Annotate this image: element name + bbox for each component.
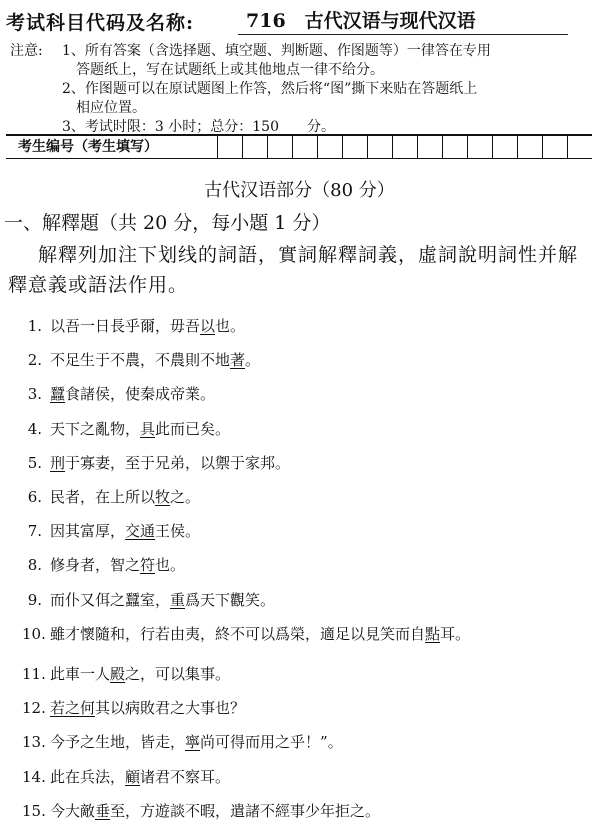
- underlined-term: 重: [170, 590, 186, 609]
- subject-label-text: 考试科目代码及名称:: [6, 12, 195, 34]
- question-text: 因其富厚，: [50, 522, 126, 541]
- question-number: 15.: [22, 801, 46, 820]
- question-item: [22, 315, 245, 336]
- question-text: 而仆又佴之蠶室，: [50, 590, 171, 609]
- id-cell: [493, 136, 518, 158]
- question-number: 4.: [27, 419, 42, 438]
- id-cell: [393, 136, 418, 158]
- title-underline: [238, 34, 568, 35]
- underlined-term: 點: [425, 624, 441, 643]
- underlined-term: 刑: [50, 453, 66, 472]
- note-item: 相应位置。: [76, 100, 146, 116]
- question-item: [22, 383, 215, 404]
- note-row: [10, 99, 590, 118]
- id-cell: [518, 136, 543, 158]
- question-text: 不足生于不農，不農則不地: [50, 351, 231, 370]
- question-item: [22, 486, 200, 507]
- id-cell: [443, 136, 468, 158]
- question-text: 王侯。: [155, 522, 201, 541]
- exam-notes: [10, 42, 590, 137]
- question-text: 食諸侯，使秦成帝業。: [65, 385, 216, 404]
- question-text: 雖才懷隨和，行若由夷，終不可以爲榮，適足以見笑而自: [50, 624, 426, 643]
- note-row: [10, 61, 590, 80]
- question-item: [22, 589, 275, 610]
- question-text: 天下之亂物，: [50, 419, 141, 438]
- underlined-term: 交通: [125, 522, 156, 541]
- question-number: 7.: [27, 522, 42, 541]
- underlined-term: 以: [200, 317, 216, 335]
- question-text: 其以病敗君之大事也？: [95, 699, 246, 718]
- question-item: [22, 663, 230, 684]
- question-text: 于寡妻，至于兄弟，以禦于家邦。: [65, 453, 291, 472]
- question-number: 13.: [22, 733, 46, 752]
- question-text: 耳。: [440, 624, 471, 643]
- part-instruction: 解釋列加注下划线的詞語，實詞解釋詞義，虛詞說明詞性并解釋意義或語法作用。: [8, 244, 579, 296]
- question-text: 也。: [155, 556, 186, 575]
- note-row: [10, 42, 590, 61]
- question-number: 1.: [27, 317, 42, 335]
- question-text: 此而已矣。: [155, 419, 231, 438]
- question-item: [22, 697, 245, 718]
- question-item: [22, 623, 470, 644]
- id-cell: [543, 136, 568, 158]
- question-text: 此在兵法，: [50, 767, 126, 786]
- question-number: 9.: [27, 590, 42, 609]
- id-cell: [468, 136, 493, 158]
- question-item: [22, 731, 343, 752]
- subject-code-title: 716 古代汉语与现代汉语: [246, 10, 476, 32]
- question-item: [22, 452, 290, 473]
- underlined-term: 顧: [125, 767, 141, 786]
- id-cell: [243, 136, 268, 158]
- question-item: [22, 800, 380, 821]
- question-number: 3.: [27, 385, 42, 404]
- subject-label: [6, 8, 194, 35]
- question-text: 诸君不察耳。: [140, 767, 231, 786]
- part-heading: 一、解釋題（共 20 分，每小題 1 分）: [4, 212, 331, 234]
- underlined-term: 若之何: [50, 699, 96, 718]
- id-cell: [293, 136, 318, 158]
- question-text: 民者，在上所以: [50, 488, 156, 506]
- question-text: 以吾一日長乎爾，毋吾: [50, 317, 201, 335]
- question-text: 也。: [215, 317, 246, 335]
- question-number: 12.: [22, 699, 46, 718]
- question-number: 2.: [27, 351, 42, 370]
- question-text: 爲天下觀笑。: [185, 590, 276, 609]
- id-cell: [218, 136, 243, 158]
- id-cell: [268, 136, 293, 158]
- underlined-term: 殿: [110, 665, 126, 683]
- id-cell: [343, 136, 368, 158]
- question-text: 之。: [170, 488, 201, 506]
- note-item: 3、考试时限：3 小时；总分：150 分。: [62, 119, 335, 135]
- underlined-term: 符: [140, 556, 156, 575]
- question-number: 5.: [27, 453, 42, 472]
- underlined-term: 牧: [155, 488, 171, 506]
- question-text: 之，可以集事。: [125, 665, 231, 683]
- underlined-term: 著: [230, 351, 246, 370]
- note-item: 2、作图题可以在原试题图上作答，然后将“图”撕下来贴在答题纸上: [62, 81, 478, 97]
- section-title: 古代汉语部分（80 分）: [204, 180, 395, 201]
- notes-prefix: 注意:: [10, 43, 43, 59]
- question-number: 14.: [22, 767, 46, 786]
- question-text: 今予之生地，皆走，: [50, 733, 186, 752]
- question-item: [22, 766, 230, 787]
- id-cell: [418, 136, 443, 158]
- question-text: 。: [245, 351, 261, 370]
- id-cell: [368, 136, 393, 158]
- question-item: [22, 349, 260, 370]
- id-cell: [318, 136, 343, 158]
- note-item: 1、所有答案（含选择题、填空题、判断题、作图题等）一律答在专用: [62, 43, 491, 59]
- underlined-term: 具: [140, 419, 156, 438]
- question-item: [22, 520, 200, 541]
- question-item: [22, 554, 185, 575]
- candidate-id-table: [6, 134, 592, 159]
- question-text: 今大敵: [50, 801, 96, 820]
- question-item: [22, 418, 230, 439]
- note-item: 答题纸上，写在试题纸上或其他地点一律不给分。: [76, 62, 384, 78]
- question-text: 此車一人: [50, 665, 111, 683]
- question-text: 修身者，智之: [50, 556, 141, 575]
- underlined-term: 寧: [185, 733, 201, 752]
- question-text: 至，方遊談不暇，遣諸不經事少年拒之。: [110, 801, 381, 820]
- underlined-term: 蠶: [50, 385, 66, 404]
- question-number: 10.: [22, 624, 46, 643]
- question-number: 11.: [22, 665, 46, 683]
- question-text: 尚可得而用之乎！”。: [200, 733, 343, 752]
- candidate-id-label: 考生编号（考生填写）: [6, 136, 218, 158]
- question-number: 6.: [27, 488, 42, 506]
- underlined-term: 垂: [95, 801, 111, 820]
- id-cell: [568, 136, 592, 158]
- question-number: 8.: [27, 556, 42, 575]
- note-row: [10, 80, 590, 99]
